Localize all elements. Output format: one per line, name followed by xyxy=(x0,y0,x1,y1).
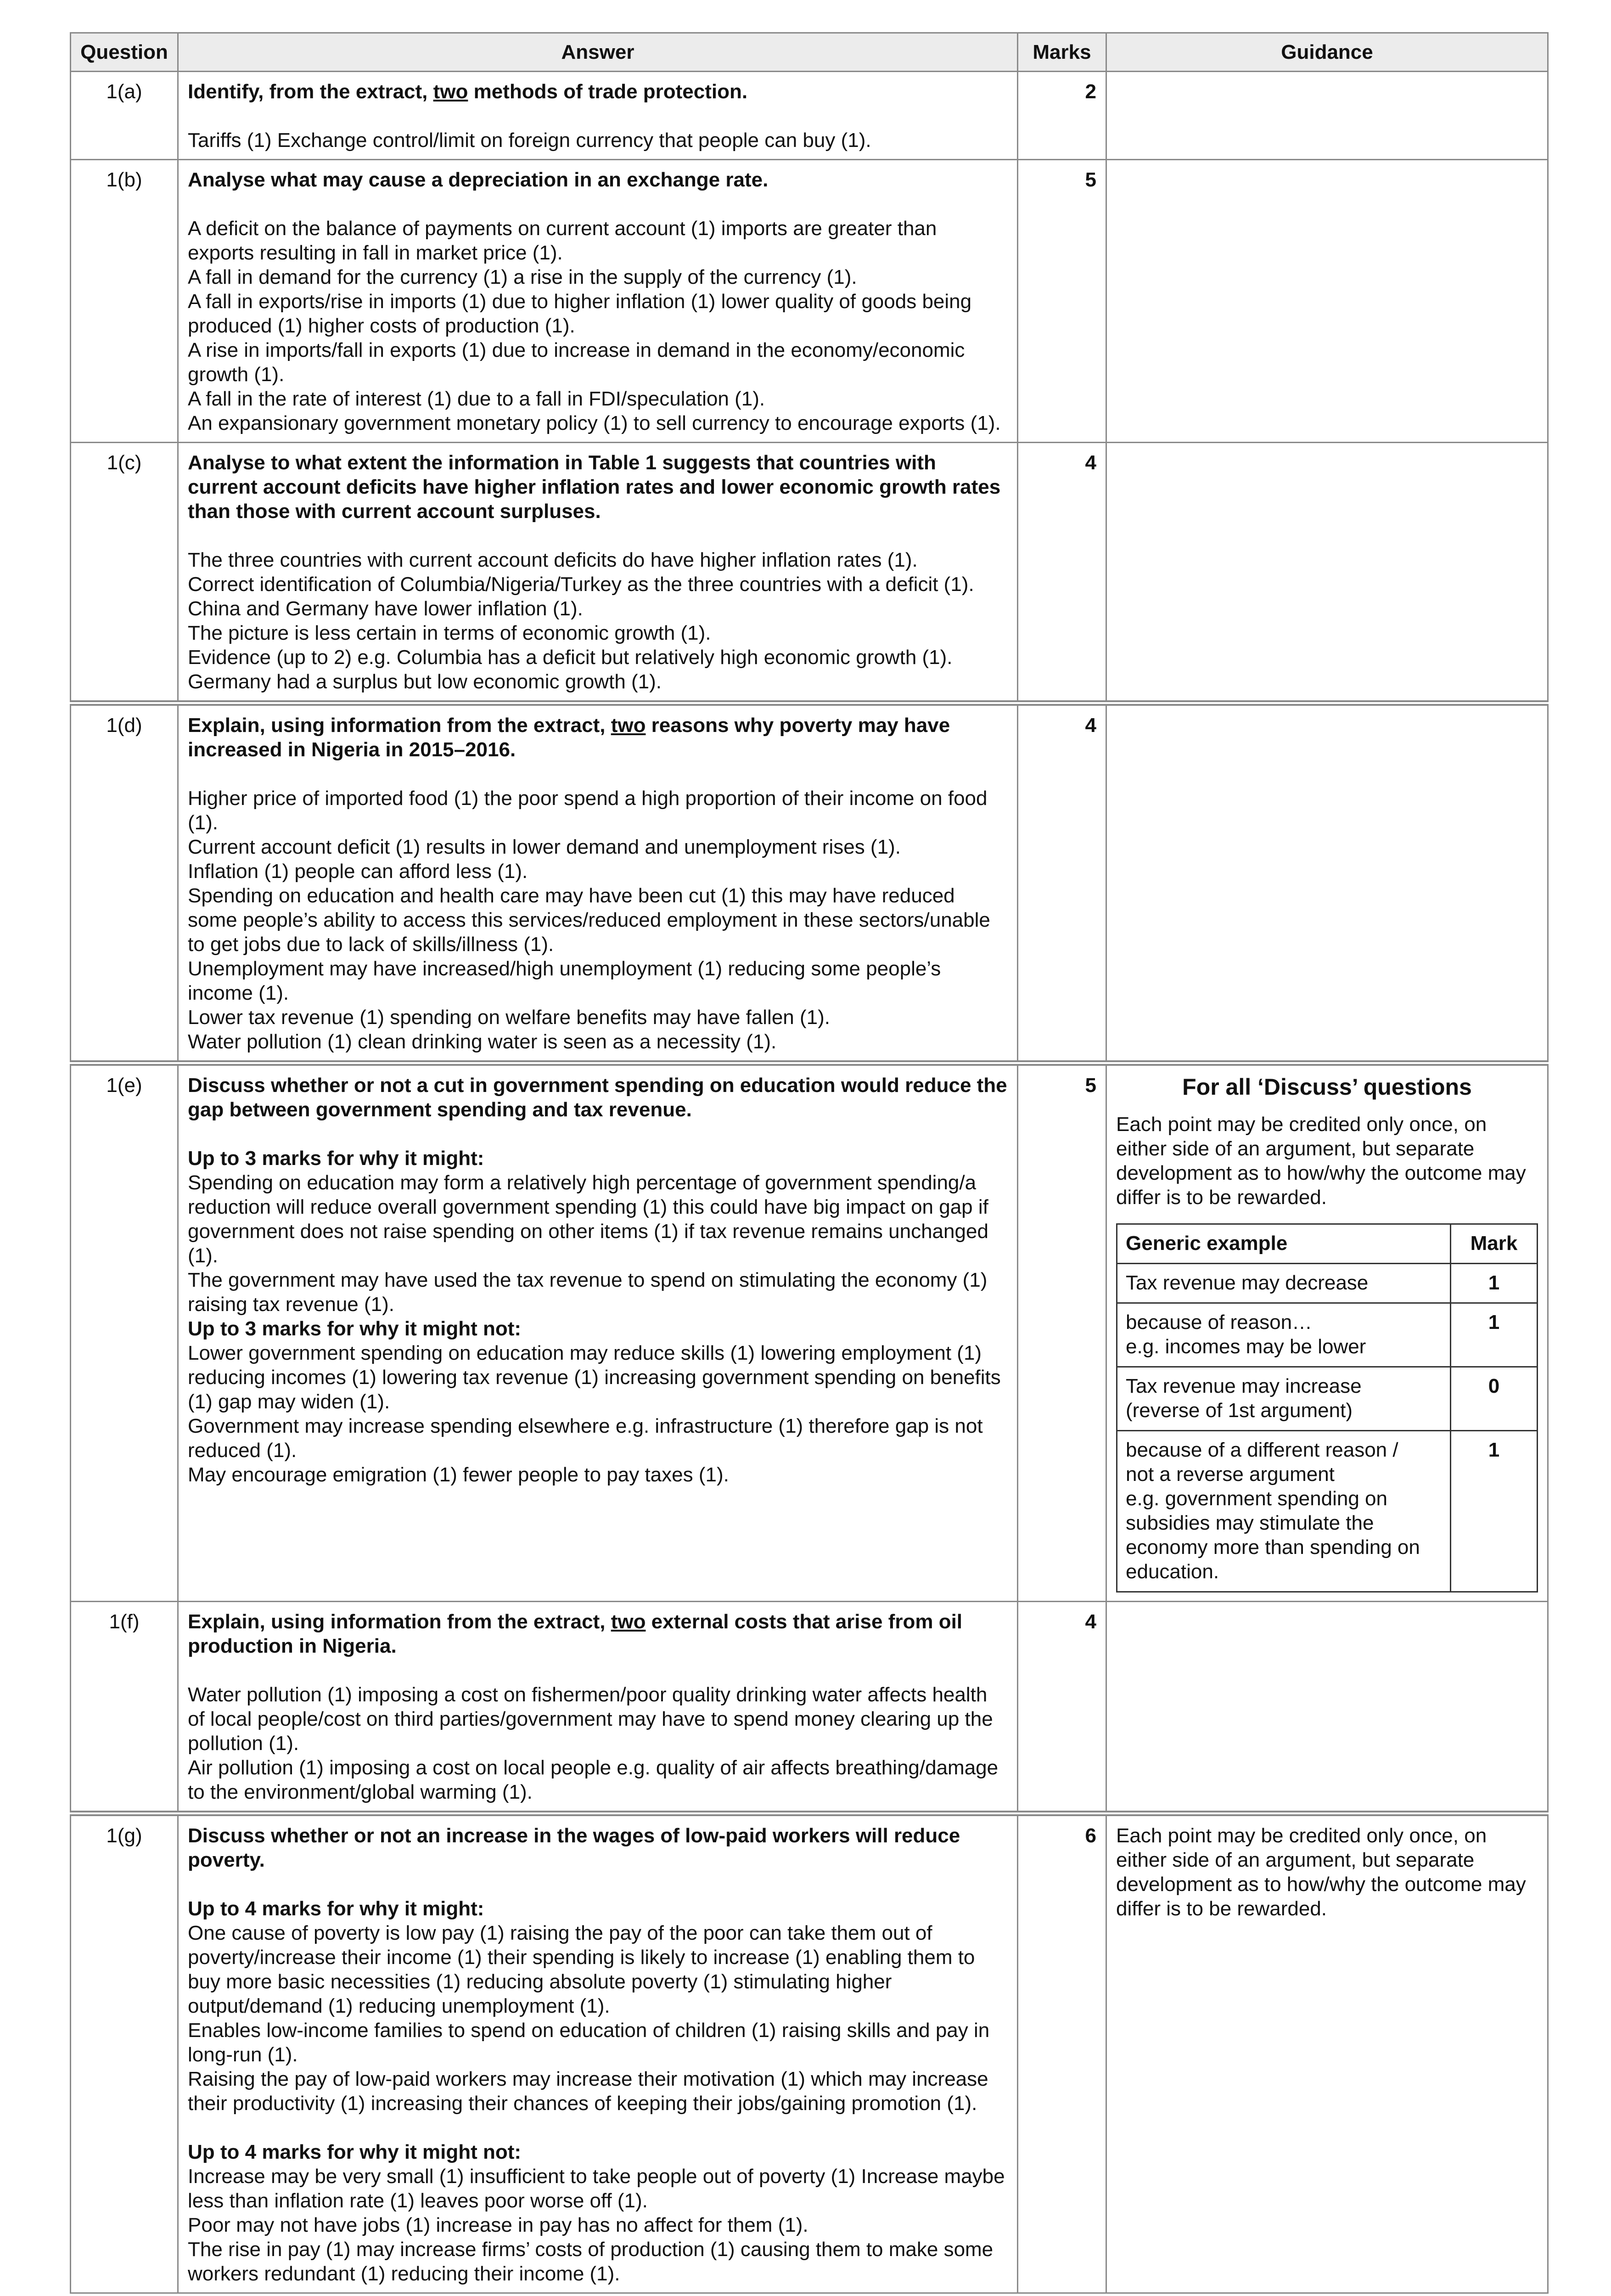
question-text: Analyse what may cause a depreciation in an exchange rate. xyxy=(188,169,769,191)
answer-cell xyxy=(178,1063,1018,1602)
generic-row xyxy=(1117,1367,1538,1431)
answer-line: A fall in exports/rise in imports (1) due to higher inflation (1) lower quality of goods being produced (1) higher costs of production (1). xyxy=(188,290,977,337)
guidance-cell xyxy=(1106,703,1548,1063)
answer-line: Inflation (1) people can afford less (1). xyxy=(188,860,528,883)
answer-line: Spending on education and health care may have been cut (1) this may have reduced some people’s ability to access this services/reduced employment in these sectors/unable to get jobs due to lack of skills/illness (1). xyxy=(188,884,996,956)
generic-example-cell: Tax revenue may decrease xyxy=(1117,1264,1451,1303)
header-guidance: Guidance xyxy=(1106,33,1548,72)
question-number: 1(a) xyxy=(71,72,178,160)
header-marks: Marks xyxy=(1018,33,1106,72)
generic-mark-cell: 1 xyxy=(1451,1303,1538,1367)
answer-line: Evidence (up to 2) e.g. Columbia has a deficit but relatively high economic growth (1). xyxy=(188,646,953,669)
answer-line: Poor may not have jobs (1) increase in pay has no affect for them (1). xyxy=(188,2214,808,2236)
question-row-1c xyxy=(71,443,1548,703)
answer-line: Germany had a surplus but low economic growth (1). xyxy=(188,670,662,693)
marks-value: 4 xyxy=(1018,703,1106,1063)
answer-line: Lower government spending on education may reduce skills (1) lowering employment (1) reducing incomes (1) lowering tax revenue (1) increasing government spending on benefits (1) gap may widen (1). xyxy=(188,1342,1006,1413)
answer-line: Water pollution (1) clean drinking water is seen as a necessity (1). xyxy=(188,1030,777,1053)
answer-cell xyxy=(178,1602,1018,1814)
answer-line: China and Germany have lower inflation (1). xyxy=(188,597,583,620)
marks-value: 4 xyxy=(1018,1602,1106,1814)
generic-mark-cell: 1 xyxy=(1451,1431,1538,1592)
answer-line: Government may increase spending elsewhere e.g. infrastructure (1) therefore gap is not reduced (1). xyxy=(188,1415,988,1462)
question-number: 1(b) xyxy=(71,160,178,443)
guidance-heading: For all ‘Discuss’ questions xyxy=(1182,1074,1472,1100)
generic-row xyxy=(1117,1431,1538,1592)
subheading-might: Up to 3 marks for why it might: xyxy=(188,1147,484,1170)
generic-mark-header: Mark xyxy=(1451,1224,1538,1264)
subheading-might-not: Up to 4 marks for why it might not: xyxy=(188,2141,522,2163)
question-text: Identify, from the extract, two methods of trade protection. xyxy=(188,80,748,103)
spacer xyxy=(188,2116,1008,2140)
question-number: 1(c) xyxy=(71,443,178,703)
subheading-might: Up to 4 marks for why it might: xyxy=(188,1897,484,1920)
question-row-1e xyxy=(71,1063,1548,1602)
question-number: 1(e) xyxy=(71,1063,178,1602)
question-row-1d xyxy=(71,703,1548,1063)
generic-example-header: Generic example xyxy=(1117,1224,1451,1264)
answer-cell xyxy=(178,160,1018,443)
generic-row xyxy=(1117,1264,1538,1303)
guidance-cell xyxy=(1106,160,1548,443)
guidance-text: Each point may be credited only once, on either side of an argument, but separate development as to how/why the outcome may differ is to be rewarded. xyxy=(1116,1824,1526,1920)
generic-example-cell: because of reason… e.g. incomes may be lower xyxy=(1117,1303,1451,1367)
guidance-cell xyxy=(1106,1602,1548,1814)
guidance-cell xyxy=(1106,1813,1548,2293)
answer-line: The rise in pay (1) may increase firms’ costs of production (1) causing them to make some workers redundant (1) reducing their income (1). xyxy=(188,2238,999,2285)
question-text: Discuss whether or not a cut in government spending on education would reduce the gap between government spending and tax revenue. xyxy=(188,1074,1007,1121)
guidance-cell xyxy=(1106,1063,1548,1602)
question-row-1g xyxy=(71,1813,1548,2293)
answer-line: A fall in demand for the currency (1) a rise in the supply of the currency (1). xyxy=(188,266,857,288)
answer-line: Spending on education may form a relatively high percentage of government spending/a reduction will reduce overall government spending (1) this could have big impact on gap if government does not raise spending on other items (1) if tax revenue remains unchanged (1). xyxy=(188,1171,994,1267)
guidance-cell xyxy=(1106,443,1548,703)
generic-example-table xyxy=(1116,1223,1538,1593)
question-text: Explain, using information from the extract, two reasons why poverty may have increased in Nigeria in 2015–2016. xyxy=(188,714,950,761)
generic-header-row xyxy=(1117,1224,1538,1264)
generic-example-cell: Tax revenue may increase (reverse of 1st argument) xyxy=(1117,1367,1451,1431)
answer-line: Lower tax revenue (1) spending on welfare benefits may have fallen (1). xyxy=(188,1006,830,1029)
generic-example-cell: because of a different reason / not a reverse argument e.g. government spending on subsidies may stimulate the economy more than spending on education. xyxy=(1117,1431,1451,1592)
question-row-1b xyxy=(71,160,1548,443)
answer-line: A rise in imports/fall in exports (1) due to increase in demand in the economy/economic growth (1). xyxy=(188,339,971,386)
answer-line: Water pollution (1) imposing a cost on fishermen/poor quality drinking water affects health of local people/cost on third parties/government may have to spend money clearing up the pollution (1). xyxy=(188,1683,999,1755)
answer-line: Air pollution (1) imposing a cost on local people e.g. quality of air affects breathing/damage to the environment/global warming (1). xyxy=(188,1756,1004,1803)
question-text: Discuss whether or not an increase in the wages of low-paid workers will reduce poverty. xyxy=(188,1824,960,1871)
header-question: Question xyxy=(71,33,178,72)
mark-scheme-body xyxy=(71,72,1548,2293)
question-row-1f xyxy=(71,1602,1548,1814)
answer-line: The picture is less certain in terms of economic growth (1). xyxy=(188,622,711,644)
answer-line: Tariffs (1) Exchange control/limit on foreign currency that people can buy (1). xyxy=(188,129,871,152)
question-number: 1(g) xyxy=(71,1813,178,2293)
mark-scheme-table xyxy=(70,32,1549,2294)
answer-line: A deficit on the balance of payments on current account (1) imports are greater than exports resulting in fall in market price (1). xyxy=(188,217,943,264)
answer-cell xyxy=(178,443,1018,703)
generic-mark-cell: 0 xyxy=(1451,1367,1538,1431)
answer-line: May encourage emigration (1) fewer people to pay taxes (1). xyxy=(188,1463,729,1486)
answer-cell xyxy=(178,72,1018,160)
answer-line: Higher price of imported food (1) the poor spend a high proportion of their income on food (1). xyxy=(188,787,993,834)
marks-value: 4 xyxy=(1018,443,1106,703)
guidance-cell xyxy=(1106,72,1548,160)
question-number: 1(d) xyxy=(71,703,178,1063)
question-text: Explain, using information from the extract, two external costs that arise from oil production in Nigeria. xyxy=(188,1610,963,1657)
answer-line: The government may have used the tax revenue to spend on stimulating the economy (1) raising tax revenue (1). xyxy=(188,1269,993,1316)
answer-line: An expansionary government monetary policy (1) to sell currency to encourage exports (1). xyxy=(188,412,1001,434)
answer-line: Increase may be very small (1) insufficient to take people out of poverty (1) Increase maybe less than inflation rate (1) leaves poor worse off (1). xyxy=(188,2165,1010,2212)
answer-line: Current account deficit (1) results in lower demand and unemployment rises (1). xyxy=(188,836,901,858)
marks-value: 6 xyxy=(1018,1813,1106,2293)
answer-cell xyxy=(178,703,1018,1063)
marks-value: 2 xyxy=(1018,72,1106,160)
question-row-1a xyxy=(71,72,1548,160)
question-text: Analyse to what extent the information in Table 1 suggests that countries with current account deficits have higher inflation rates and lower economic growth rates than those with current account surpluses. xyxy=(188,451,1001,523)
answer-line: Raising the pay of low-paid workers may increase their motivation (1) which may increase their productivity (1) increasing their chances of keeping their jobs/gaining promotion (1). xyxy=(188,2068,994,2115)
answer-line: One cause of poverty is low pay (1) raising the pay of the poor can take them out of poverty/increase their income (1) their spending is likely to increase (1) enabling them to buy more basic necessities (1) reducing absolute poverty (1) stimulating higher output/demand (1) reducing unemployment (1). xyxy=(188,1922,981,2017)
answer-line: Correct identification of Columbia/Nigeria/Turkey as the three countries with a deficit (1). xyxy=(188,573,974,596)
answer-cell xyxy=(178,1813,1018,2293)
header-answer: Answer xyxy=(178,33,1018,72)
generic-row xyxy=(1117,1303,1538,1367)
answer-line: Unemployment may have increased/high unemployment (1) reducing some people’s income (1). xyxy=(188,957,947,1004)
marks-value: 5 xyxy=(1018,1063,1106,1602)
answer-line: The three countries with current account deficits do have higher inflation rates (1). xyxy=(188,549,918,571)
header-row xyxy=(71,33,1548,72)
question-number: 1(f) xyxy=(71,1602,178,1814)
generic-mark-cell: 1 xyxy=(1451,1264,1538,1303)
answer-line: A fall in the rate of interest (1) due to a fall in FDI/speculation (1). xyxy=(188,388,765,410)
guidance-text: Each point may be credited only once, on either side of an argument, but separate development as to how/why the outcome may differ is to be rewarded. xyxy=(1116,1113,1526,1209)
answer-line: Enables low-income families to spend on education of children (1) raising skills and pay in long-run (1). xyxy=(188,2019,995,2066)
subheading-might-not: Up to 3 marks for why it might not: xyxy=(188,1317,522,1340)
marks-value: 5 xyxy=(1018,160,1106,443)
